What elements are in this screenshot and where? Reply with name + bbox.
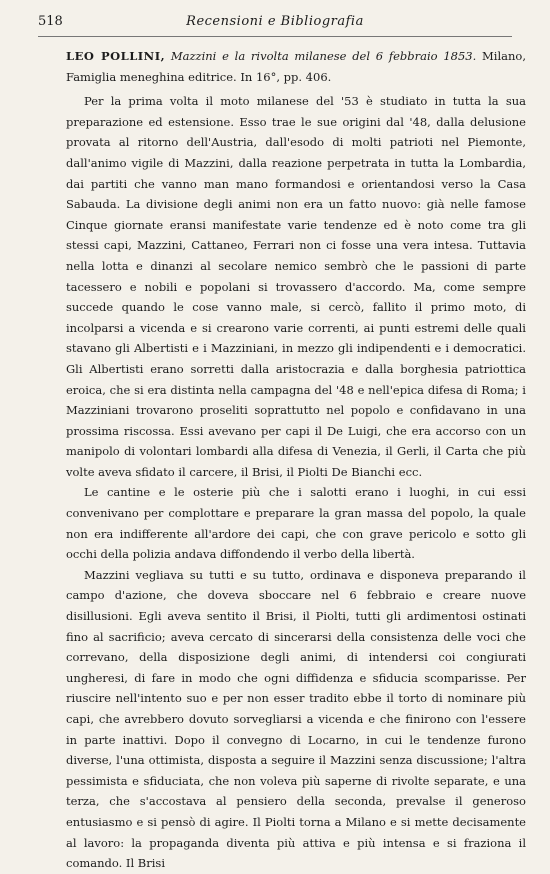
publication-info: Milano, Famiglia meneghina editrice. In 16°, pp. 406.	[66, 49, 526, 84]
page-header	[38, 14, 512, 36]
author-name: LEO POLLINI,	[66, 49, 166, 63]
paragraph: Per la prima volta il moto milanese del '53 è studiato in tutta la sua preparazione ed estensione. Esso trae le sue origini dal '48, dalla delusione provata al ritorno dell'Austria, dall'esodo di molti patrioti nel Piemonte, dall'animo vigile di Mazzini, dalla reazione perpetrata in tutta la Lombardia, dai partiti che vanno man mano formandosi e orientandosi verso la Casa Sabauda. La divisione degli animi non era un fatto nuovo: già nelle famose Cinque giornate eransi manifestate varie tendenze ed è noto come tra gli stessi capi, Mazzini, Cattaneo, Ferrari non ci fosse una vera intesa. Tuttavia nella lotta e dinanzi al secolare nemico sembrò che le passioni di parte tacessero e nobili e popolani si trovassero d'accordo. Ma, come sempre succede quando le cose vanno male, si cercò, fallito il primo moto, di incolparsi a vicenda e si crearono varie correnti, ai punti estremi delle quali stavano gli Albertisti e i Mazziniani, in mezzo gli indipendenti e i democratici. Gli Albertisti erano sorretti dalla aristocrazia e dalla borghesia patriottica eroica, che si era distinta nella campagna del '48 e nell'epica difesa di Roma; i Mazziniani trovarono proseliti soprattutto nel popolo e confidavano in una prossima riscossa. Essi avevano per capi il De Luigi, che era accorso con un manipolo di volontari lombardi alla difesa di Venezia, il Gerli, il Carta che più volte aveva sfidato il carcere, il Brisi, il Piolti De Bianchi ecc.	[66, 94, 526, 479]
book-title: Mazzini e la rivolta milanese del 6 febbraio 1853.	[170, 49, 477, 63]
paragraph: Mazzini vegliava su tutti e su tutto, ordinava e disponeva preparando il campo d'azione, che doveva sboccare nel 6 febbraio e creare nuove disillusioni. Egli aveva sentito il Brisi, il Piolti, tutti gli ardimentosi ostinati fino al sacrificio; aveva cercato di sincerarsi della consistenza delle voci che correvano, della disposizione degli animi, di intendersi coi congiurati ungheresi, di fare in modo che ogni diffidenza e sfiducia scomparisse. Per riuscire nell'intento suo e per non esser tradito ebbe il torto di nominare più capi, che avrebbero dovuto sorvegliarsi a vicenda e che finirono con l'essere in parte inattivi. Dopo il convegno di Locarno, in cui le tendenze furono diverse, l'una ottimista, disposta a seguire il Mazzini senza discussione; l'altra pessimista e sfiduciata, che non voleva più saperne di rivolte separate, e una terza, che s'accostava al pensiero della seconda, prevalse il generoso entusiasmo e si pensò di agire. Il Piolti torna a Milano e si mette decisamente al lavoro: la propaganda diventa più attiva e più intensa e si fraziona il comando. Il Brisi	[66, 567, 526, 871]
page-number: 518	[38, 14, 63, 29]
header-rule	[38, 36, 512, 37]
review-body	[66, 46, 526, 871]
book-citation	[66, 46, 526, 87]
paragraph: Le cantine e le osterie più che i salotti erano i luoghi, in cui essi convenivano per complottare e preparare la gran massa del popolo, la quale non era indifferente all'ardore dei capi, che con grave pericolo e sotto gli occhi della polizia andava diffondendo il verbo della libertà.	[66, 485, 526, 562]
running-head: Recensioni e Bibliografia	[186, 14, 364, 29]
